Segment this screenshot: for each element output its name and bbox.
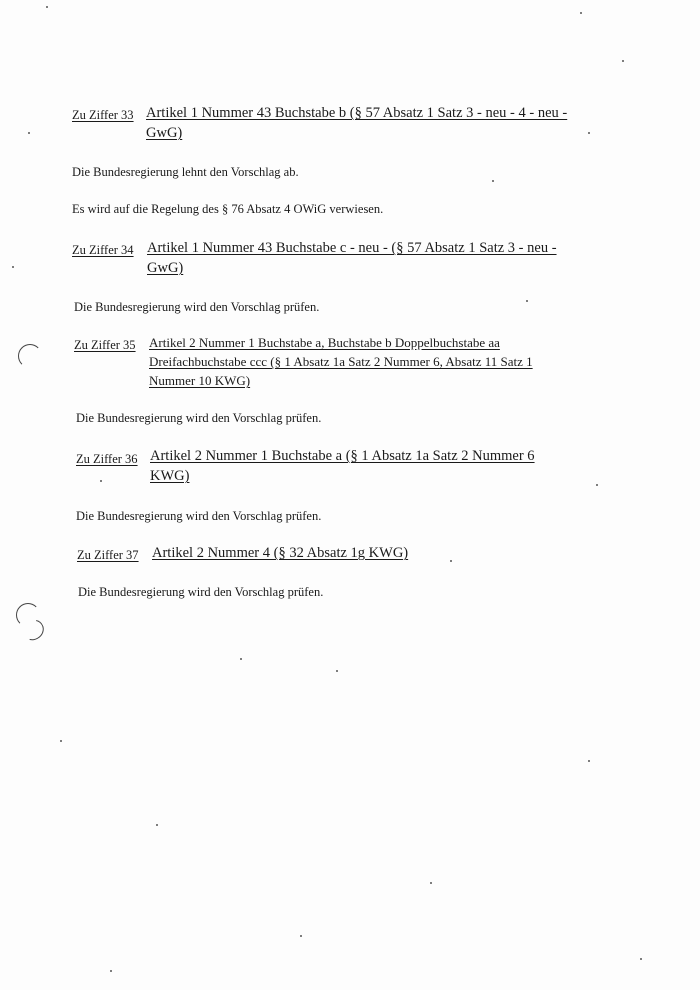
scan-speck	[588, 760, 590, 762]
scan-speck	[46, 6, 48, 8]
scan-speck	[450, 560, 452, 562]
scan-speck	[300, 935, 302, 937]
scan-speck	[28, 132, 30, 134]
ziffer-label: Zu Ziffer 35	[74, 338, 136, 352]
scan-speck	[580, 12, 582, 14]
scan-speck	[60, 740, 62, 742]
section-title-line: Artikel 2 Nummer 4 (§ 32 Absatz 1g KWG)	[152, 545, 409, 561]
scan-speck	[588, 132, 590, 134]
scan-speck	[492, 180, 494, 182]
section-title-line: KWG)	[150, 468, 190, 484]
punch-hole-mark	[18, 344, 42, 368]
section-title-line: Artikel 2 Nummer 1 Buchstabe a, Buchstabe b Doppelbuchstabe aa	[149, 335, 500, 350]
section-title-line: GwG)	[147, 260, 184, 276]
section-title-line: Nummer 10 KWG)	[149, 373, 251, 388]
scan-speck	[640, 958, 642, 960]
scan-speck	[336, 670, 338, 672]
scan-speck	[100, 480, 102, 482]
section-title-line: Dreifachbuchstabe ccc (§ 1 Absatz 1a Satz 2 Nummer 6, Absatz 11 Satz 1	[149, 354, 533, 369]
paragraph: Die Bundesregierung wird den Vorschlag prüfen.	[76, 509, 322, 523]
paragraph: Die Bundesregierung wird den Vorschlag prüfen.	[76, 411, 322, 425]
scan-speck	[240, 658, 242, 660]
ziffer-label: Zu Ziffer 33	[72, 108, 134, 122]
scan-speck	[526, 300, 528, 302]
scan-speck	[12, 266, 14, 268]
section-title-line: Artikel 1 Nummer 43 Buchstabe b (§ 57 Absatz 1 Satz 3 - neu - 4 - neu -	[146, 105, 568, 121]
ziffer-label: Zu Ziffer 36	[76, 452, 138, 466]
section-title-line: GwG)	[146, 125, 183, 141]
ziffer-label: Zu Ziffer 37	[77, 548, 139, 562]
scan-speck	[430, 882, 432, 884]
ziffer-label: Zu Ziffer 34	[72, 243, 134, 257]
section-title-line: Artikel 2 Nummer 1 Buchstabe a (§ 1 Absatz 1a Satz 2 Nummer 6	[150, 448, 535, 464]
paragraph: Die Bundesregierung wird den Vorschlag prüfen.	[74, 300, 320, 314]
scan-speck	[156, 824, 158, 826]
paragraph: Die Bundesregierung wird den Vorschlag prüfen.	[78, 585, 324, 599]
scan-speck	[596, 484, 598, 486]
paragraph: Es wird auf die Regelung des § 76 Absatz 4 OWiG verwiesen.	[72, 202, 384, 216]
scan-speck	[622, 60, 624, 62]
scan-speck	[110, 970, 112, 972]
paragraph: Die Bundesregierung lehnt den Vorschlag ab.	[72, 165, 299, 179]
section-title-line: Artikel 1 Nummer 43 Buchstabe c - neu - (§ 57 Absatz 1 Satz 3 - neu -	[147, 240, 557, 256]
